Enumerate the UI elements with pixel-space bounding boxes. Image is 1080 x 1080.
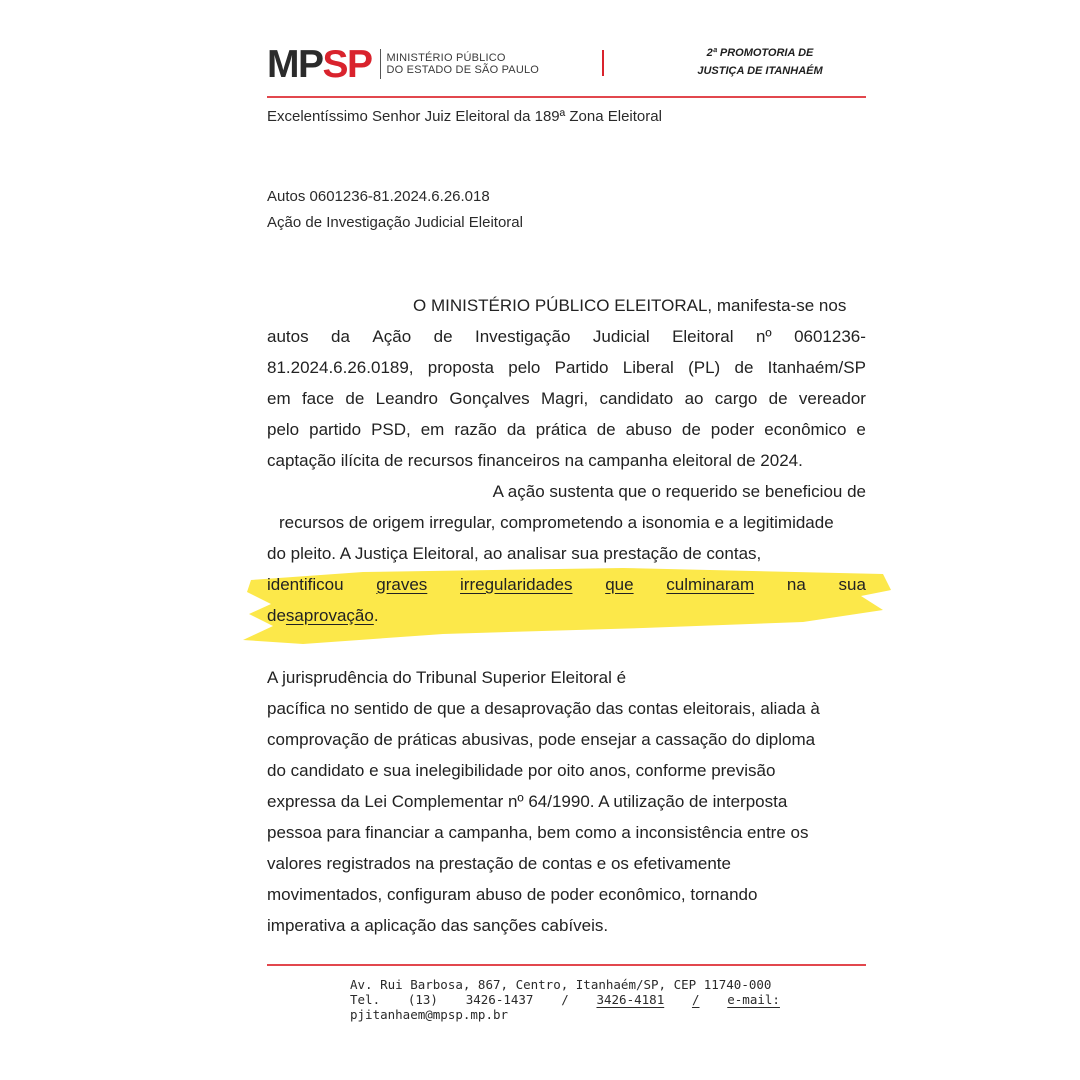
p3-line: pacífica no sentido de que a desaprovação das contas eleitorais, aliada à	[267, 699, 820, 718]
p1-word: Gonçalves	[449, 389, 530, 408]
p1-word: de	[345, 389, 365, 408]
p1-word: de	[596, 420, 616, 439]
p1-word: poder	[710, 420, 755, 439]
p2-word: na	[786, 575, 806, 594]
p1-last-line: captação ilícita de recursos financeiros na campanha eleitoral de 2024.	[267, 451, 803, 470]
p2-word: sua	[838, 575, 866, 594]
case-type: Ação de Investigação Judicial Eleitoral	[267, 214, 523, 231]
p1-word: 0601236-	[794, 327, 866, 346]
p1-word: Judicial	[592, 327, 650, 346]
p3-line: pessoa para financiar a campanha, bem como a inconsistência entre os	[267, 823, 809, 842]
p1-word: cargo	[714, 389, 758, 408]
logo-separator	[380, 49, 381, 79]
p2-word: graves	[376, 575, 428, 594]
logo-caption-line2: DO ESTADO DE SÃO PAULO	[386, 64, 540, 76]
p1-word: (PL)	[688, 358, 721, 377]
p1-word: Liberal	[622, 358, 674, 377]
p1-word: Leandro	[375, 389, 439, 408]
p2-last-line	[267, 600, 866, 631]
p1-word: econômico	[764, 420, 847, 439]
p1-word: partido	[309, 420, 362, 439]
p1-word: autos	[267, 327, 309, 346]
p1-word: pelo	[508, 358, 541, 377]
p1-word: Investigação	[475, 327, 571, 346]
footer-token: 3426-1437	[465, 992, 534, 1007]
p1-word: de	[433, 327, 453, 346]
p2-last-prefix: de	[267, 606, 286, 625]
promotoria-line1: 2ª PROMOTORIA DE	[706, 47, 814, 59]
p1-word: pelo	[267, 420, 300, 439]
p2-line3: do pleito. A Justiça Eleitoral, ao analisar sua prestação de contas,	[267, 544, 762, 563]
p1-word: Partido	[554, 358, 609, 377]
footer-line2	[350, 992, 780, 1007]
p3-line: imperativa a aplicação das sanções cabíveis.	[267, 916, 609, 935]
p1-word: abuso	[625, 420, 672, 439]
addressee-line: Excelentíssimo Senhor Juiz Eleitoral da 189ª Zona Eleitoral	[267, 108, 662, 125]
p1-lead: O MINISTÉRIO PÚBLICO ELEITORAL, manifesta-se nos	[413, 296, 847, 315]
p1-justified-row	[267, 321, 866, 352]
p1-word: Magri,	[540, 389, 589, 408]
p3-line: A jurisprudência do Tribunal Superior Eleitoral é	[267, 668, 627, 687]
footer-token: /	[561, 992, 569, 1007]
p2-last-underlined: saprovação	[285, 606, 374, 625]
p1-word: Ação	[372, 327, 412, 346]
footer-token: e-mail:	[727, 992, 780, 1007]
footer-line1: Av. Rui Barbosa, 867, Centro, Itanhaém/SP, CEP 11740-000	[350, 977, 772, 992]
p1-word: Itanhaém/SP	[767, 358, 866, 377]
p1-word: proposta	[427, 358, 494, 377]
p3-line: do candidato e sua inelegibilidade por oito anos, conforme previsão	[267, 761, 776, 780]
logo-mp-text: MP	[267, 42, 323, 86]
logo-sp-text: SP	[322, 42, 372, 86]
p2-highlighted-row	[267, 569, 866, 600]
header-red-divider	[602, 50, 604, 76]
p2-lead: A ação sustenta que o requerido se beneficiou de	[492, 482, 866, 501]
logo-caption-line1: MINISTÉRIO PÚBLICO	[386, 52, 506, 64]
p1-justified-row	[267, 352, 866, 383]
p1-word: em	[420, 420, 445, 439]
promotoria-line2: JUSTIÇA DE ITANHAÉM	[697, 65, 823, 77]
p2-line2: recursos de origem irregular, comprometendo a isonomia e a legitimidade	[279, 513, 834, 532]
case-number: Autos 0601236-81.2024.6.26.018	[267, 188, 490, 205]
p2-word: identificou	[267, 575, 344, 594]
p3-line: expressa da Lei Complementar nº 64/1990. A utilização de interposta	[267, 792, 788, 811]
p1-justified-rows	[267, 321, 866, 445]
p3-line: comprovação de práticas abusivas, pode ensejar a cassação do diploma	[267, 730, 816, 749]
p2-last-suffix: .	[373, 606, 379, 625]
p1-word: de	[768, 389, 788, 408]
footer-token: 3426-4181	[596, 992, 665, 1007]
p1-word: da	[331, 327, 350, 346]
p2-word: que	[605, 575, 634, 594]
p1-word: em	[267, 389, 291, 408]
p1-word: vereador	[798, 389, 866, 408]
p1-word: ao	[684, 389, 704, 408]
paragraph-1	[267, 290, 866, 476]
footer-rule	[267, 964, 866, 966]
p2-word: culminaram	[666, 575, 755, 594]
paragraph-3	[267, 662, 866, 941]
p1-word: 81.2024.6.26.0189,	[267, 358, 414, 377]
logo-caption	[387, 52, 540, 76]
p1-justified-row	[267, 414, 866, 445]
footer-line3: pjitanhaem@mpsp.mp.br	[350, 1007, 509, 1022]
footer-address	[350, 977, 780, 1022]
p1-justified-row	[267, 383, 866, 414]
header-rule	[267, 96, 866, 98]
p2-word: irregularidades	[460, 575, 573, 594]
p1-word: nº	[755, 327, 772, 346]
footer-token: Tel.	[350, 992, 381, 1007]
paragraph-2	[267, 476, 866, 631]
mpsp-logo	[267, 44, 539, 84]
footer-token: (13)	[407, 992, 438, 1007]
p1-word: de	[681, 420, 701, 439]
p1-word: Eleitoral	[672, 327, 734, 346]
footer-token: /	[691, 992, 700, 1007]
p1-word: da	[506, 420, 526, 439]
p3-line: movimentados, configuram abuso de poder econômico, tornando	[267, 885, 758, 904]
p1-word: face	[301, 389, 335, 408]
promotoria-title	[680, 44, 840, 80]
p3-line: valores registrados na prestação de contas e os efetivamente	[267, 854, 731, 873]
p1-word: PSD,	[371, 420, 411, 439]
p1-word: candidato	[599, 389, 674, 408]
p1-word: prática	[535, 420, 587, 439]
p1-word: e	[856, 420, 866, 439]
p1-word: de	[734, 358, 754, 377]
p1-word: razão	[454, 420, 497, 439]
